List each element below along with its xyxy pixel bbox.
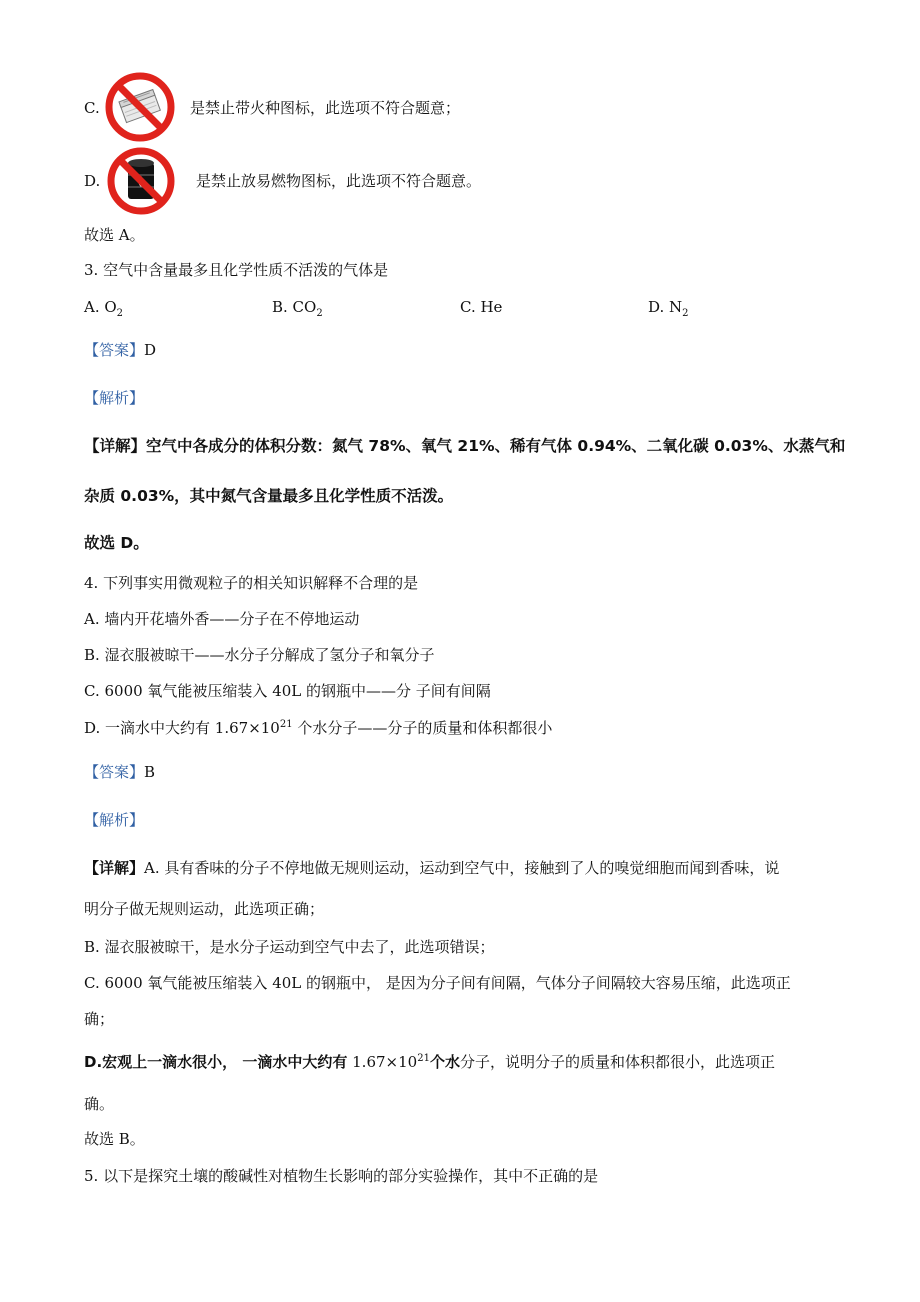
q3-option-a: A. $O_2$ [84,298,124,319]
no-matches-icon [104,71,176,143]
q4-detail-b: B. 湿衣服被晾干，是水分子运动到空气中去了，此选项错误； [84,938,495,956]
option-d-letter: D. [84,172,101,190]
q4-answer: 【答案】B [84,763,156,781]
conclusion-q2: 故选 A。 [84,226,145,244]
q3-stem: 3. 空气中含量最多且化学性质不活泼的气体是 [84,261,389,279]
q3-analysis-tag: 【解析】 [84,389,145,407]
q5-stem: 5. 以下是探究土壤的酸碱性对植物生长影响的部分实验操作，其中不正确的是 [84,1167,599,1185]
q3-answer: 【答案】D [84,341,157,359]
no-flammable-barrel-icon [106,146,176,216]
q4-stem: 4. 下列事实用微观粒子的相关知识解释不合理的是 [84,574,419,592]
q4-detail-d-line1: D.宏观上一滴水很小， 一滴水中大约有 $1.67\times 10^{21}$个水分子，说明分子的质量和体积都很小，此选项正 [84,1053,775,1071]
q3-detail-line2: 杂质 0.03%，其中氮气含量最多且化学性质不活泼。 [84,487,454,505]
option-d-text: 是禁止放易燃物图标，此选项不符合题意。 [196,172,482,190]
q3-option-b: B. $CO_2$ [272,298,323,319]
option-c-text: 是禁止带火种图标，此选项不符合题意； [190,99,461,117]
q4-option-a: A. 墙内开花墙外香——分子在不停地运动 [84,610,360,628]
q3-option-c: C. He [460,298,503,316]
q4-analysis-tag: 【解析】 [84,811,145,829]
q4-detail-a-line2: 明分子做无规则运动，此选项正确； [84,900,325,918]
q4-conclusion: 故选 B。 [84,1130,145,1148]
q3-option-d: D. $N_2$ [648,298,689,319]
q4-detail-a-line1: 【详解】A. 具有香味的分子不停地做无规则运动，运动到空气中，接触到了人的嗅觉细胞而闻到香味，说 [84,859,780,877]
q4-option-d: D. 一滴水中大约有 $1.67\times 10^{21}$ 个水分子——分子的质量和体积都很小 [84,719,553,737]
q4-detail-c-line1: C. 6000 氧气能被压缩装入 40L 的钢瓶中， 是因为分子间有间隔，气体分子间隔较大容易压缩，此选项正 [84,974,791,992]
q4-option-c: C. 6000 氧气能被压缩装入 40L 的钢瓶中——分 子间有间隔 [84,682,491,700]
q4-detail-d-line2: 确。 [84,1095,115,1113]
q4-detail-c-line2: 确； [84,1010,115,1028]
q3-conclusion: 故选 D。 [84,534,149,552]
option-c-letter: C. [84,99,100,117]
q4-option-b: B. 湿衣服被晾干——水分子分解成了氢分子和氧分子 [84,646,435,664]
q3-detail-line1: 【详解】空气中各成分的体积分数：氮气 78%、氧气 21%、稀有气体 0.94%、二氧化碳 0.03%、水蒸气和 [84,437,846,455]
